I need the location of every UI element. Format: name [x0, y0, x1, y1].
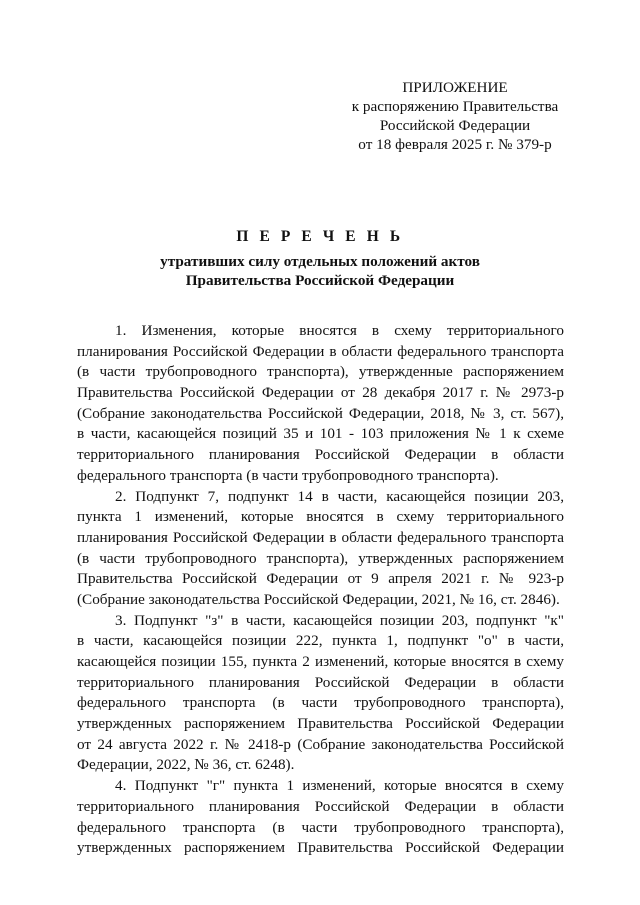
paragraph-1: [77, 321, 564, 487]
text-line: от 24 августа 2022 г. № 2418-р (Собрание законодательства Российской: [77, 735, 564, 753]
paragraph-3: [77, 611, 564, 777]
text-line: Правительства Российской Федерации от 28 декабря 2017 г. № 2973-р: [77, 384, 564, 402]
appendix-authority: Российской Федерации: [379, 117, 531, 134]
text-line: (в части трубопроводного транспорта), утвержденные распоряжением: [77, 363, 564, 381]
text-line: территориального планирования Российской Федерации в области: [77, 446, 564, 464]
text-line: касающейся позиции 155, пункта 2 изменений, которые вносятся в схему: [77, 653, 564, 670]
appendix-header: [330, 78, 580, 154]
text-line: планирования Российской Федерации в области федерального транспорта: [77, 528, 564, 546]
text-line: 4. Подпункт "г" пункта 1 изменений, которые вносятся в схему: [115, 777, 564, 795]
text-line: (Собрание законодательства Российской Федерации, 2021, № 16, ст. 2846).: [77, 590, 560, 608]
document-subtitle: [62, 252, 578, 290]
document-title: П Е Р Е Ч Е Н Ь: [236, 228, 404, 245]
text-line: территориального планирования Российской Федерации в области: [77, 673, 564, 691]
appendix-reference: к распоряжению Правительства: [351, 98, 559, 115]
paragraph-2: [77, 487, 564, 611]
text-line: федерального транспорта (в части трубопроводного транспорта),: [77, 818, 564, 836]
appendix-date-number: от 18 февраля 2025 г. № 379-р: [358, 136, 552, 153]
text-line: (Собрание законодательства Российской Федерации, 2018, № 3, ст. 567),: [77, 404, 564, 422]
subtitle-line: утративших силу отдельных положений актов: [160, 253, 480, 270]
text-line: утвержденных распоряжением Правительства Российской Федерации: [77, 839, 564, 857]
text-line: Федерации, 2022, № 36, ст. 6248).: [77, 756, 295, 774]
text-line: в части, касающейся позиции 222, пункта 1, подпункт "о" в части,: [77, 632, 564, 650]
text-line: федерального транспорта (в части трубопроводного транспорта),: [77, 694, 564, 712]
text-line: в части, касающейся позиций 35 и 101 - 103 приложения № 1 к схеме: [77, 425, 564, 443]
text-line: пункта 1 изменений, которые вносятся в схему территориального: [77, 508, 564, 526]
paragraph-4: [77, 776, 564, 859]
text-line: утвержденных распоряжением Правительства Российской Федерации: [77, 715, 564, 733]
appendix-label: ПРИЛОЖЕНИЕ: [402, 79, 508, 96]
text-line: планирования Российской Федерации в области федерального транспорта: [77, 342, 564, 360]
subtitle-line: Правительства Российской Федерации: [185, 272, 455, 289]
text-line: (в части трубопроводного транспорта), утвержденных распоряжением: [77, 549, 564, 567]
text-line: 3. Подпункт "з" в части, касающейся позиции 203, подпункт "к": [115, 611, 564, 629]
text-line: 2. Подпункт 7, подпункт 14 в части, касающейся позиции 203,: [115, 487, 564, 505]
text-line: территориального планирования Российской Федерации в области: [77, 797, 564, 815]
text-line: 1. Изменения, которые вносятся в схему территориального: [115, 322, 564, 339]
text-line: федерального транспорта (в части трубопроводного транспорта).: [77, 466, 499, 484]
text-line: Правительства Российской Федерации от 9 апреля 2021 г. № 923-р: [77, 570, 564, 588]
document-body: [77, 321, 564, 859]
